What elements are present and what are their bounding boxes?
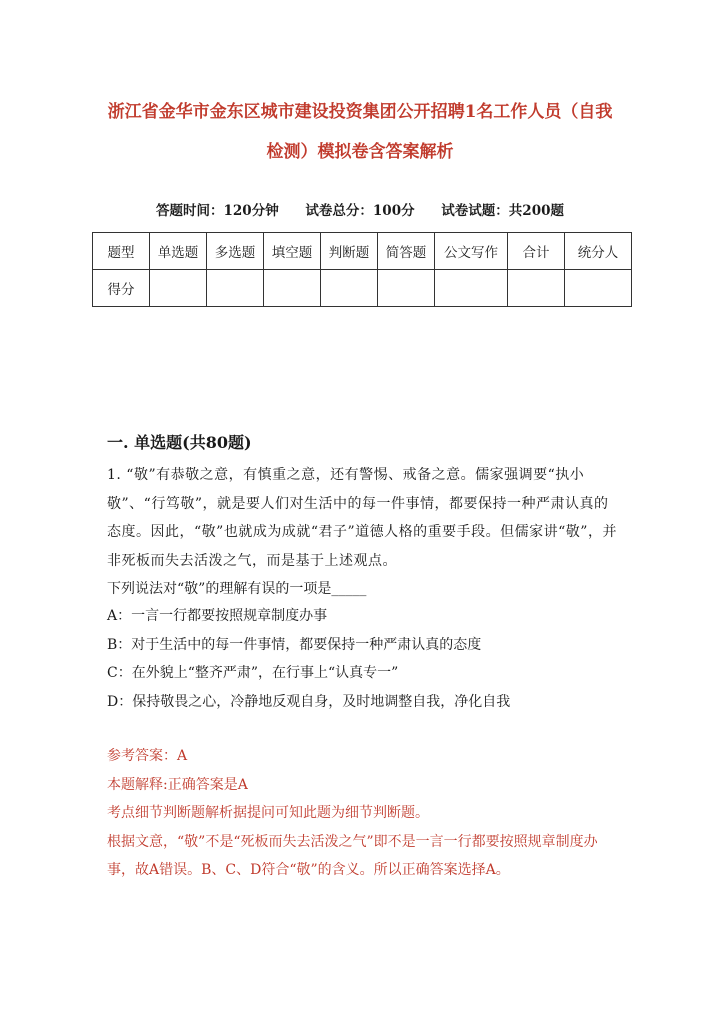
option-b: B：对于生活中的每一件事情，都要保持一种严肃认真的态度 bbox=[107, 636, 482, 653]
exam-time: 答题时间：120分钟 bbox=[156, 203, 279, 219]
answer-explanation: 本题解释:正确答案是A bbox=[107, 776, 248, 793]
score-cell bbox=[378, 270, 435, 307]
score-cell bbox=[565, 270, 632, 307]
option-a: A：一言一行都要按照规章制度办事 bbox=[107, 608, 328, 624]
score-table-header-row bbox=[93, 233, 632, 270]
exam-question-count: 试卷试题：共200题 bbox=[441, 203, 564, 219]
score-header-cell: 合计 bbox=[508, 233, 565, 270]
exam-meta bbox=[0, 199, 720, 219]
document-title: 浙江省金华市金东区城市建设投资集团公开招聘1名工作人员（自我检测）模拟卷含答案解析 bbox=[107, 102, 613, 162]
option-d: D：保持敬畏之心，冷静地反观自身，及时地调整自我，净化自我 bbox=[107, 693, 511, 710]
score-header-cell: 统分人 bbox=[565, 233, 632, 270]
score-table-score-row bbox=[93, 270, 632, 307]
score-cell bbox=[435, 270, 508, 307]
option-list bbox=[107, 602, 510, 716]
answer-block bbox=[107, 742, 622, 885]
score-header-cell: 判断题 bbox=[321, 233, 378, 270]
answer-point: 考点细节判断题解析据提问可知此题为细节判断题。 bbox=[107, 805, 429, 821]
score-cell bbox=[150, 270, 207, 307]
score-header-cell: 公文写作 bbox=[435, 233, 508, 270]
score-header-cell: 单选题 bbox=[150, 233, 207, 270]
score-cell bbox=[321, 270, 378, 307]
option-c: C：在外貌上“整齐严肃”，在行事上“认真专一” bbox=[107, 665, 399, 681]
score-cell bbox=[508, 270, 565, 307]
score-header-cell: 填空题 bbox=[264, 233, 321, 270]
score-header-cell: 简答题 bbox=[378, 233, 435, 270]
question-prompt: 下列说法对“敬”的理解有误的一项是_____ bbox=[107, 581, 367, 597]
score-cell bbox=[207, 270, 264, 307]
answer-analysis: 根据文意，“敬”不是“死板而失去活泼之气”即不是一言一行都要按照规章制度办事，故A错误。B、C、D符合“敬”的含义。所以正确答案选择A。 bbox=[107, 833, 598, 878]
score-header-cell: 多选题 bbox=[207, 233, 264, 270]
section-title: 一. 单选题(共80题) bbox=[107, 433, 252, 452]
score-table bbox=[92, 232, 632, 307]
exam-total-score: 试卷总分：100分 bbox=[305, 203, 415, 219]
score-header-cell: 题型 bbox=[93, 233, 150, 270]
question-stem: 1. “敬”有恭敬之意，有慎重之意，还有警惕、戒备之意。儒家强调要“执小敬”、“行笃敬”，就是要人们对生活中的每一件事情，都要保持一种严肃认真的态度。因此，“敬”也就成为成就“君子”道德人格的重要手段。但儒家讲“敬”，并非死板而失去活泼之气，而是基于上述观点。 bbox=[107, 467, 617, 569]
reference-answer: 参考答案：A bbox=[107, 748, 188, 764]
score-cell bbox=[264, 270, 321, 307]
score-row-label: 得分 bbox=[93, 270, 150, 307]
